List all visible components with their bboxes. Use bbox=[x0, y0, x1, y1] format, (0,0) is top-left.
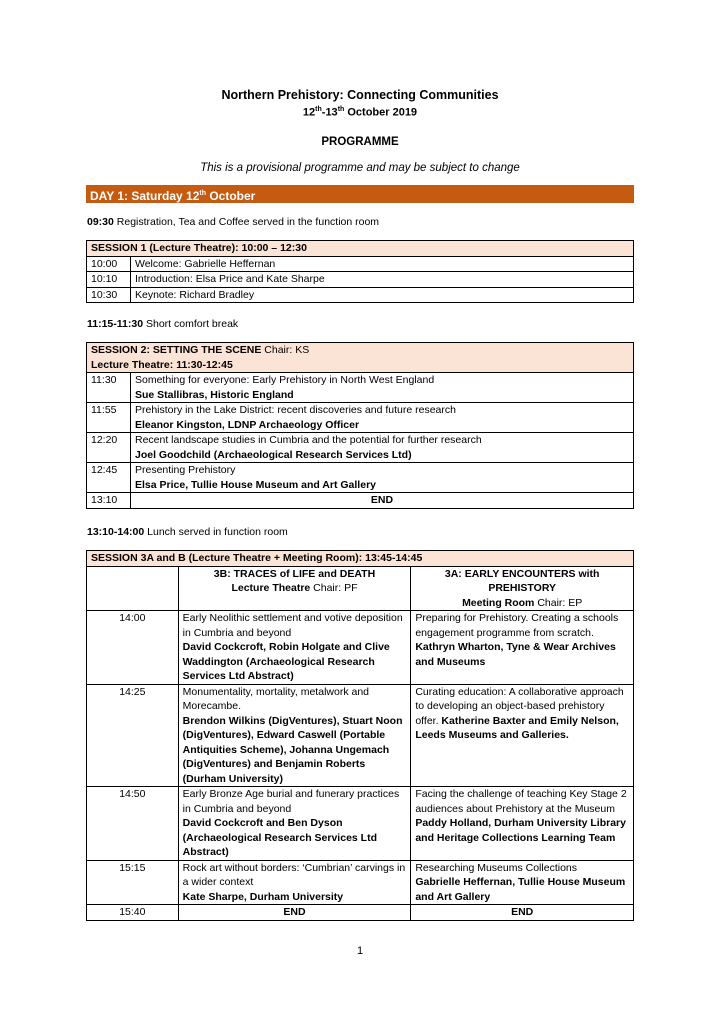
lunch-text: Lunch served in function room bbox=[144, 526, 288, 538]
empty-header-cell bbox=[87, 566, 179, 611]
session-time: 11:55 bbox=[87, 403, 131, 433]
session2-table bbox=[86, 342, 634, 509]
talk-title: Researching Museums Collections bbox=[415, 861, 577, 874]
talk-title: Facing the challenge of teaching Key Stage 2 audiences about Prehistory at the Museum bbox=[415, 788, 627, 815]
talk-speaker: Joel Goodchild (Archaeological Research Services Ltd) bbox=[135, 448, 412, 461]
day1-label: DAY 1: Saturday 12 bbox=[90, 189, 200, 203]
registration-text: Registration, Tea and Coffee served in the function room bbox=[113, 216, 380, 228]
column-3b-header bbox=[178, 566, 411, 611]
talk-speaker: David Cockcroft, Robin Holgate and Clive Waddington (Archaeological Research Services Ltd Abstract) bbox=[182, 641, 390, 682]
talk-speaker: Kathryn Wharton, Tyne & Wear Archives and Museums bbox=[415, 641, 616, 668]
talk-speaker: Sue Stallibras, Historic England bbox=[135, 388, 294, 401]
break-text: Short comfort break bbox=[143, 318, 239, 330]
talk-cell bbox=[131, 463, 634, 493]
table-row bbox=[87, 272, 634, 288]
session-time: 10:10 bbox=[87, 272, 131, 288]
date-month-year: October 2019 bbox=[344, 106, 418, 119]
session-time: 14:50 bbox=[87, 787, 179, 861]
talk-speaker: Elsa Price, Tullie House Museum and Art Gallery bbox=[135, 478, 376, 491]
table-row bbox=[87, 433, 634, 463]
talk-speaker: David Cockcroft and Ben Dyson (Archaeological Research Services Ltd Abstract) bbox=[182, 817, 377, 858]
column-3a-title-line2: PREHISTORY bbox=[488, 582, 557, 594]
conference-title: Northern Prehistory: Connecting Communities bbox=[221, 88, 499, 102]
session-time: 11:30 bbox=[87, 373, 131, 403]
session-time: 14:00 bbox=[87, 611, 179, 685]
day1-label-month: October bbox=[206, 189, 256, 203]
table-row bbox=[87, 787, 634, 861]
page-number: 1 bbox=[356, 945, 364, 957]
session1-header: SESSION 1 (Lecture Theatre): 10:00 – 12:30 bbox=[87, 241, 634, 257]
table-row bbox=[87, 403, 634, 433]
date-end: -13 bbox=[321, 106, 338, 119]
column-3a-chair: Chair: EP bbox=[534, 596, 583, 609]
talk-title: Something for everyone: Early Prehistory in North West England bbox=[135, 374, 435, 386]
talk-cell-3b bbox=[178, 787, 411, 861]
talk-title: Early Neolithic settlement and votive deposition in Cumbria and beyond bbox=[182, 612, 403, 639]
lunch-time: 13:10-14:00 bbox=[87, 526, 145, 538]
talk-speaker: Katherine Baxter and Emily Nelson, Leeds Museums and Galleries. bbox=[415, 714, 619, 741]
session-time: 14:25 bbox=[87, 684, 179, 787]
talk-title: Presenting Prehistory bbox=[135, 464, 236, 476]
talk-cell-3b bbox=[178, 860, 411, 905]
table-row bbox=[87, 860, 634, 905]
column-3a-title: 3A: EARLY ENCOUNTERS with bbox=[444, 567, 600, 580]
table-row bbox=[87, 256, 634, 272]
table-row bbox=[87, 287, 634, 303]
session-time: 10:00 bbox=[87, 256, 131, 272]
table-row bbox=[87, 905, 634, 921]
break-line bbox=[87, 318, 238, 330]
talk-title: Preparing for Prehistory. Creating a schools engagement programme from scratch. bbox=[415, 612, 619, 639]
talk-title: Curating education: A collaborative approach to developing an object-based prehistory offer. bbox=[415, 685, 624, 727]
session2-chair: Chair: KS bbox=[261, 344, 310, 356]
talk-speaker: Brendon Wilkins (DigVentures), Stuart Noon (DigVentures), Edward Caswell (Portable Antiquities Scheme), Johanna Ungemach (DigVentures) and Benjamin Roberts (Durham University) bbox=[182, 714, 403, 785]
registration-line bbox=[87, 216, 379, 228]
talk-cell bbox=[131, 403, 634, 433]
session-time: 15:40 bbox=[87, 905, 179, 921]
talk-cell bbox=[131, 373, 634, 403]
talk-title: Recent landscape studies in Cumbria and the potential for further research bbox=[135, 434, 482, 446]
day1-banner bbox=[86, 185, 634, 203]
column-3b-chair: Chair: PF bbox=[310, 582, 358, 594]
break-time: 11:15-11:30 bbox=[87, 318, 144, 330]
talk-cell-3a bbox=[411, 611, 634, 685]
talk-speaker: Kate Sharpe, Durham University bbox=[182, 890, 344, 903]
registration-time: 09:30 bbox=[87, 216, 114, 228]
date-end-suffix: th bbox=[337, 106, 345, 113]
talk-title: Early Bronze Age burial and funerary practices in Cumbria and beyond bbox=[182, 788, 400, 815]
column-3b-room: Lecture Theatre bbox=[231, 582, 311, 594]
session3-table bbox=[86, 550, 634, 921]
talk-cell bbox=[131, 433, 634, 463]
table-row bbox=[87, 463, 634, 493]
talk-title: Monumentality, mortality, metalwork and Morecambe. bbox=[182, 685, 370, 712]
talk-speaker: Eleanor Kingston, LDNP Archaeology Officer bbox=[135, 418, 360, 431]
table-row bbox=[87, 684, 634, 787]
talk-cell-3a bbox=[411, 787, 634, 861]
session-time: 13:10 bbox=[87, 493, 131, 509]
column-3b-title: 3B: TRACES of LIFE and DEATH bbox=[213, 567, 376, 580]
session-time: 10:30 bbox=[87, 287, 131, 303]
session-end-3b: END bbox=[178, 905, 411, 921]
table-row bbox=[87, 373, 634, 403]
session1-table bbox=[86, 240, 634, 303]
date-start-suffix: th bbox=[315, 106, 322, 113]
column-3a-header bbox=[411, 566, 634, 611]
provisional-note: This is a provisional programme and may be subject to change bbox=[200, 162, 520, 174]
session2-room-time: Lecture Theatre: 11:30-12:45 bbox=[91, 358, 233, 371]
talk-speaker: Gabrielle Heffernan, Tullie House Museum and Art Gallery bbox=[415, 876, 626, 903]
table-header-row bbox=[87, 566, 634, 611]
talk-cell-3b bbox=[178, 611, 411, 685]
table-row bbox=[87, 611, 634, 685]
session-time: 12:20 bbox=[87, 433, 131, 463]
session2-header bbox=[87, 343, 634, 373]
session-item: Introduction: Elsa Price and Kate Sharpe bbox=[131, 272, 634, 288]
talk-cell-3a bbox=[411, 860, 634, 905]
lunch-line bbox=[87, 526, 288, 538]
session-time: 15:15 bbox=[87, 860, 179, 905]
conference-dates bbox=[0, 106, 720, 119]
programme-heading: PROGRAMME bbox=[321, 136, 399, 148]
session3-header: SESSION 3A and B (Lecture Theatre + Meeting Room): 13:45-14:45 bbox=[87, 551, 634, 567]
day1-label-suffix: th bbox=[199, 190, 206, 197]
talk-title: Rock art without borders: ‘Cumbrian’ carvings in a wider context bbox=[182, 861, 406, 888]
talk-title: Prehistory in the Lake District: recent discoveries and future research bbox=[135, 404, 456, 416]
session-end: END bbox=[131, 493, 634, 509]
session-end-3a: END bbox=[411, 905, 634, 921]
talk-cell-3b bbox=[178, 684, 411, 787]
session-time: 12:45 bbox=[87, 463, 131, 493]
talk-cell-3a bbox=[411, 684, 634, 787]
table-row bbox=[87, 493, 634, 509]
date-start: 12 bbox=[302, 106, 316, 119]
talk-speaker: Paddy Holland, Durham University Library and Heritage Collections Learning Team bbox=[415, 817, 626, 844]
column-3a-room: Meeting Room bbox=[462, 596, 535, 609]
session-item: Keynote: Richard Bradley bbox=[131, 287, 634, 303]
session2-title: SESSION 2: SETTING THE SCENE bbox=[91, 344, 262, 356]
session-item: Welcome: Gabrielle Heffernan bbox=[131, 256, 634, 272]
